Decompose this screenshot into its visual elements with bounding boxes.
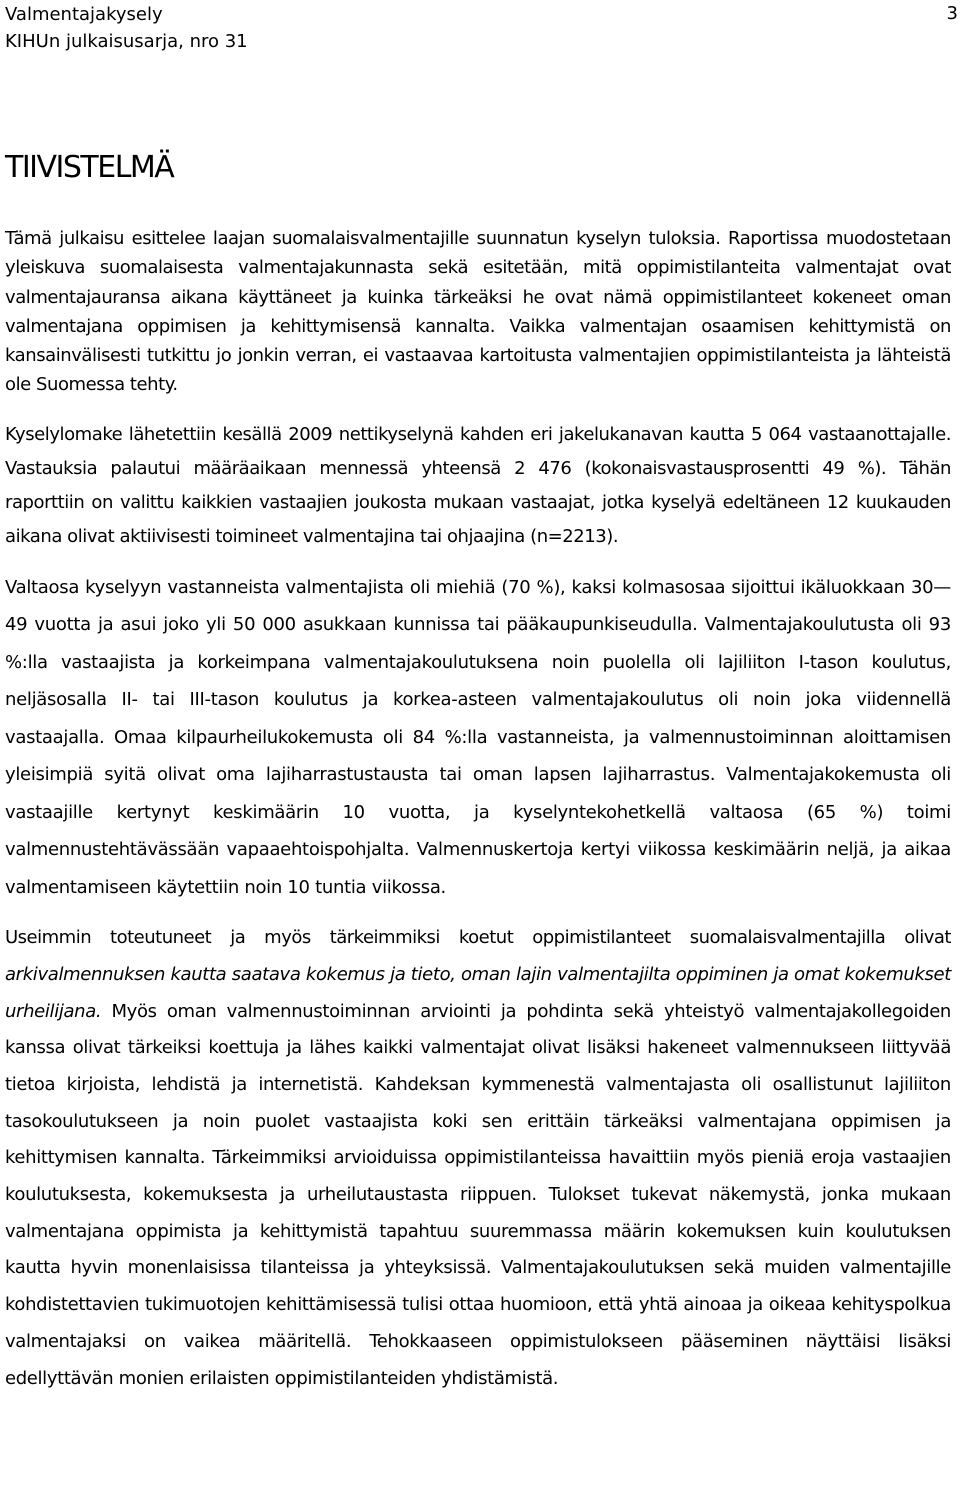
header-series: KIHUn julkaisusarja, nro 31: [5, 31, 248, 52]
paragraph-respondents: Valtaosa kyselyyn vastanneista valmentajista oli miehiä (70 %), kaksi kolmasosaa sijoittui ikäluokkaan 30—49 vuotta ja asui joko yli 50 000 asukkaan kunnissa tai pääkaupunkiseudulla. Valmentajakoulutusta oli 93 %:lla vastaajista ja korkeimpana valmentajakoulutuksena noin puolella oli lajiliiton I-tason koulutus, neljäsosalla II- tai III-tason koulutus ja korkea-asteen valmentajakoulutus oli noin joka viidennellä vastaajalla. Omaa kilpaurheilukokemusta oli 84 %:lla vastanneista, ja valmennustoiminnan aloittamisen yleisimpiä syitä olivat oma lajiharrastustausta tai oman lapsen lajiharrastus. Valmentajakokemusta oli vastaajille kertynyt keskimäärin 10 vuotta, ja kyselyntekohetkellä valtaosa (65 %) toimi valmennustehtävässään vapaaehtoispohjalta. Valmennuskertoja kertyi viikossa keskimäärin neljä, ja aikaa valmentamiseen käytettiin noin 10 tuntia viikossa.: [5, 576, 951, 898]
results-text: Myös oman valmennustoiminnan arviointi ja pohdinta sekä yhteistyö valmentajakollegoiden kanssa olivat tärkeiksi koettuja ja lähes kaikki valmentajat olivat lisäksi hakeneet valmennukseen liittyvää tietoa kirjoista, lehdistä ja internetistä. Kahdeksan kymmenestä valmentajasta oli osallistunut lajiliiton tasokoulutukseen ja noin puolet vastaajista koki sen erittäin tärkeäksi valmentajana oppimisen ja kehittymisen kannalta. Tärkeimmiksi arvioiduissa oppimistilanteissa havaittiin myös pieniä eroja vastaajien koulutuksesta, kokemuksesta ja urheilutaustasta riippuen. Tulokset tukevat näkemystä, jonka mukaan valmentajana oppimista ja kehittymistä tapahtuu suuremmassa määrin kokemuksen kuin koulutuksen kautta hyvin monenlaisissa tilanteissa ja yhteyksissä. Valmentajakoulutuksen sekä muiden valmentajille kohdistettavien tukimuotojen kehittämisessä tulisi ottaa huomioon, että yhtä ainoaa ja oikeaa kehityspolkua valmentajaksi on vaikea määritellä. Tehokkaaseen oppimistulokseen pääseminen näyttäisi lisäksi edellyttävän monien erilaisten oppimistilanteiden yhdistämistä.: [5, 1000, 951, 1389]
paragraph-results: [5, 920, 951, 1397]
page-header: [5, 1, 955, 55]
header-title: Valmentajakysely: [5, 4, 163, 25]
abstract-body: [5, 224, 951, 1397]
paragraph-intro: Tämä julkaisu esittelee laajan suomalaisvalmentajille suunnatun kyselyn tuloksia. Raportissa muodostetaan yleiskuva suomalaisesta valmentajakunnasta sekä esitetään, mitä oppimistilanteita valmentajat ovat valmentajauransa aikana käyttäneet ja kuinka tärkeäksi he ovat nämä oppimistilanteet kokeneet oman valmentajana oppimisen ja kehittymisensä kannalta. Vaikka valmentajan osaamisen kehittymistä on kansainvälisesti tutkittu jo jonkin verran, ei vastaavaa kartoitusta valmentajien oppimistilanteista ja lähteistä ole Suomessa tehty.: [5, 228, 951, 396]
results-emphasis: arkivalmennuksen kautta saatava kokemus ja tieto, oman lajin valmentajilta oppiminen ja omat kokemukset urheilijana.: [5, 963, 951, 1022]
paragraph-method: Kyselylomake lähetettiin kesällä 2009 nettikyselynä kahden eri jakelukanavan kautta 5 064 vastaanottajalle. Vastauksia palautui määräaikaan mennessä yhteensä 2 476 (kokonaisvastausprosentti 49 %). Tähän raporttiin on valittu kaikkien vastaajien joukosta mukaan vastaajat, jotka kyselyä edeltäneen 12 kuukauden aikana olivat aktiivisesti toimineet valmentajina tai ohjaajina (n=2213).: [5, 423, 951, 548]
section-heading: TIIVISTELMÄ: [5, 150, 174, 185]
results-lead: Useimmin toteutuneet ja myös tärkeimmiksi koetut oppimistilanteet suomalaisvalmentajilla olivat: [5, 927, 951, 949]
page-number: 3: [946, 3, 958, 24]
